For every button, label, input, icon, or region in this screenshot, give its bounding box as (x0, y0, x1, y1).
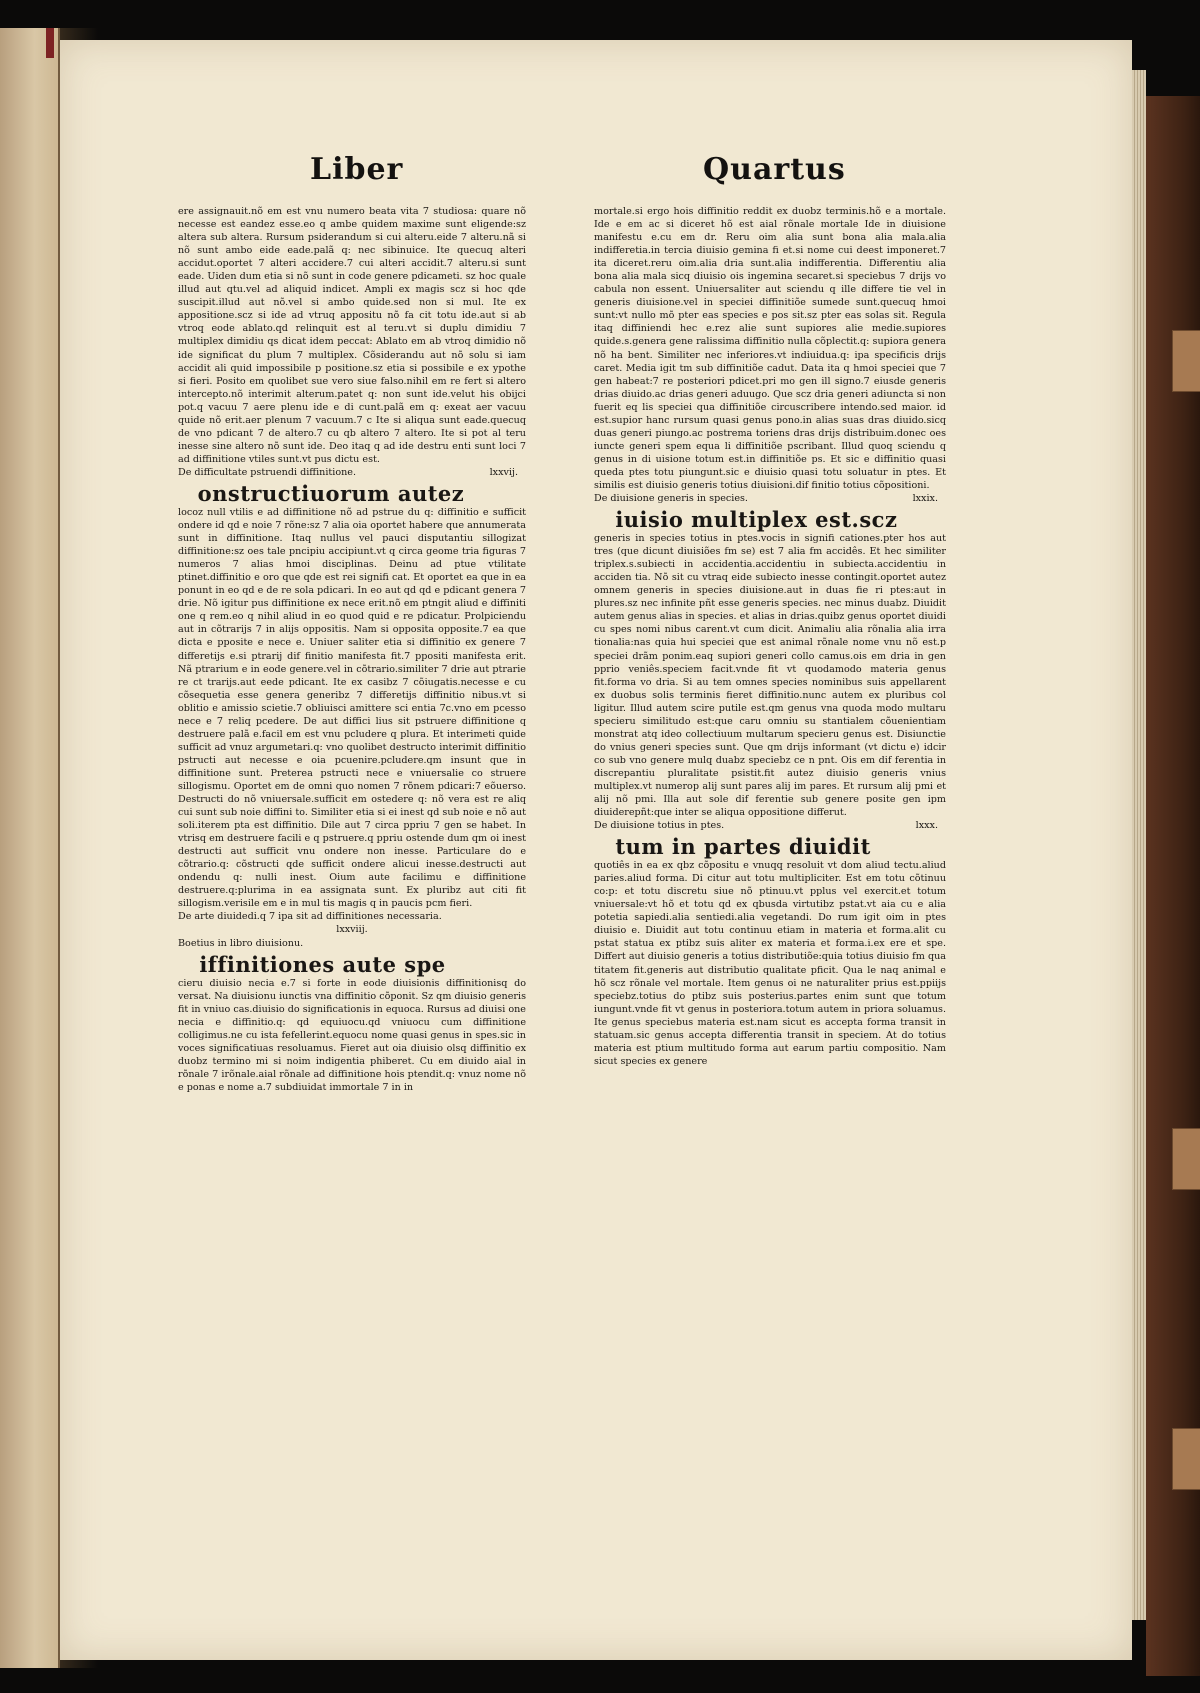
running-head-left: Liber (310, 152, 404, 187)
text-paragraph: ere assignauit.nõ em est vnu numero beata vita 7 studiosa: quare nõ necesse est eandez esse.eo q ambe quidem maxime sunt eligende:sz altera sub altera. Rursum psiderandum si cui alteru.eide 7 alteru.nã si nõ sunt ambo eide eade.palã q: nec sibinuice. Ite quecuq alteri accidut.oportet 7 alteri accidere.7 cui alteri accidit.7 alteru.si sunt eade. Uiden dum etia si nõ sunt in code genere pdicameti. sz hoc quale illud aut qtu.vel ad aliquid indicet. Ampli ex magis scz si hoc qde suscipit.illud aut nõ.vel si ambo quide.sed non si mul. Ite ex appositione.scz si ide ad vtruq appositu nõ fa cit totu ide.aut si ab vtroq eode ablato.qd relinquit est al teru.vt si duplu dimidiu 7 multiplex dimidiu qs dicat idem peccat: Ablato em ab vtroq dimidio nõ ide significat du plum 7 multiplex. Cõsiderandu aut nõ solu si iam accidit ali quid impossibile p positione.sz etia si possibile e ex ypothe si fieri. Posito em quolibet sue vero siue falso.nihil em re fert si altero intercepto.nõ interimit alterum.patet q: non sunt ide.velut his obijci pot.q vacuu 7 aere plenu ide e di cunt.palã em q: exeat aer vacuu quide nõ erit.aer plenum 7 vacuum.7 c Ite si aliqua sunt eade.quecuq de vno pdicant 7 de altero.7 cu qb altero 7 altero. Ite si pot al teru inesse sine altero nõ sunt ide. Deo itaq q ad ide destru enti sunt loci 7 ad diffinitione vtiles sunt.vt pus dictu est. (178, 206, 526, 465)
section-heading (178, 481, 526, 506)
left-page-edge (0, 28, 60, 1668)
section-heading (594, 507, 946, 532)
heading-text: iuisio multiplex est.scz (615, 507, 898, 533)
rubric-title: De diuisione generis in species. (594, 493, 748, 505)
text-paragraph: quotiês in ea ex qbz cõpositu e vnuqq resoluit vt dom aliud tectu.aliud paries.aliud forma. Di citur aut totu multipliciter. Est em totu cõtinuu co:p: et totu discretu siue nõ ptinuu.vt pplus vel exercit.et totum vniuersale:vt hõ et totu qd ex qbusda virtutibz pstat.vt aia cu e alia potetia sapiedi.alia sentiedi.alia vegetandi. Do rum igit oim in ptes diuisio e. Diuidit aut totu continuu etiam in materia et forma.alit cu pstat statua ex ptibz suis aliter ex materia et forma.i.ex ere et spe. Differt aut diuisio generis a totius distributiõe:quia totius diuisio fm qua titatem fit.generis aut distributio qualitate pficit. Qua le naq animal e hõ scz rõnale vel mortale. Item genus oi ne naturaliter prius est.ppiijs speciebz.totius do ptibz suis posterius.partes enim sunt que totum iungunt.vnde fit vt genus in posteriora.totum autem in priora soluamus. Ite genus speciebus materia est.nam sicut es accepta forma transit in statuam.sic genus accepta differentia transit in speciem. At do totius materia est ptium multitudo forma aut earum partiu compositio. Nam sicut species ex genere (594, 860, 946, 1067)
chapter-number: lxxx. (915, 820, 938, 832)
heading-text: onstructiuorum autez (197, 480, 465, 506)
text-paragraph: generis in species totius in ptes.vocis in signifi cationes.pter hos aut tres (que dicunt diuisiões fm se) est 7 alia fm accidês. Et hec similiter triplex.s.subiecti in accidentia.accidentiu in subiecta.accidentiu in acciden tia. Nõ sit cu vtraq eide subiecto inesse contingit.oportet autez omnem generis in species diuisione.aut in duas fie ri ptes:aut in plures.sz nec infinite pñt esse generis species. nec minus duabz. Diuidit autem genus alias in species. et alias in drias.quibz genus oportet diuidi cu spes nomi nibus carent.vt cum dicit. Animaliu alia rõnalia alia irra tionalia:nas quia hui speciei que est animal rõnale nome vnu nõ est.p speciei drãm ponim.eaq supiori generi collo camus.ois em dria in gen pprio veniês.speciem facit.vnde fit vt quodamodo materia genus fit.forma vo dria. Si au tem omnes species nominibus suis appellarent ex duobus solis terminis fieret diffinitio.nunc autem ex pluribus col ligitur. Illud autem scire putile est.qm genus vna quoda modo multaru specieru similitudo est:que caru omniu su stantialem cõuenientiam monstrat atq ideo collectiuum multarum specieru genus est. Disiunctie do vnius generi species sunt. Que qm drijs informant (vt dictu e) idcir co sub vno genere mulq duabz speciebz ce n pnt. Ois em dif ferentia in discrepantiu pluralitate psistit.fit autez diuisio generis vnius multiplex.vt numerop alij sunt pares alij im pares. Et rursum alij pmi et alij nõ pmi. Illa aut sole dif ferentie sub genere posite gen ipm diuiderepñt:que inter se aliqua oppositione differut. (594, 533, 946, 819)
rubric-title: De diuisione totius in ptes. (594, 820, 725, 832)
rubric-title: Boetius in libro diuisionu. (178, 937, 304, 949)
chapter-number: lxxviij. (336, 924, 368, 936)
heading-text: tum in partes diuidit (615, 834, 871, 860)
chapter-rubric (178, 937, 526, 950)
red-page-edge (46, 28, 54, 58)
leather-strap (1172, 330, 1200, 392)
chapter-rubric (594, 492, 946, 505)
initial-space (594, 831, 615, 860)
chapter-rubric (178, 910, 526, 923)
running-head-right: Quartus (703, 152, 846, 187)
initial-space (594, 504, 615, 533)
page-stack-edge (1132, 70, 1146, 1620)
section-heading (594, 834, 946, 859)
chapter-number: lxxvij. (489, 466, 518, 478)
left-text-column (178, 205, 526, 1094)
initial-space (178, 949, 199, 978)
text-paragraph: cieru diuisio necia e.7 si forte in eode diuisionis diffinitionisq do versat. Na diuisionu iunctis vna diffinitio cõponit. Sz qm diuisio generis fit in vniuo cas.diuisio do significationis in equoca. Rursus ad diuisi one necia e diffinitio.q: qd equiuocu.qd vniuocu cum diffinitione colligimus.ne cu ista fefellerint.equocu nome quasi genus in spes.sic in voces significatiuas resoluamus. Fieret aut oia diuisio olsq diffinitio ex duobz termino mi si noim indigentia phiberet. Cu em diuido aial in rõnale 7 irõnale.aial rõnale ad diffinitione hois ptendit.q: vnuz nome nõ e ponas e nome a.7 subdiuidat immortale 7 in in (178, 977, 526, 1093)
leather-strap (1172, 1428, 1200, 1490)
text-paragraph: mortale.si ergo hois diffinitio reddit ex duobz terminis.hõ e a mortale. Ide e em ac si diceret hõ est aial rõnale mortale Ide in diuisione manifestu e.cu em dr. Reru oim alia sunt bona alia mala.alia indifferetia.in tercia diuisio gemina fi et.si nome cui deest imponeret.7 ita diceret.reru oim.alia dria sunt.alia indifferentia. Differentiu alia bona alia mala sicq diuisio ois ingemina secaret.si speciebus 7 drijs vo cabula non essent. Uniuersaliter aut sciendu q ille differe tie vel in generis diuisione.vel in speciei diffinitiõe sumede sunt.quecuq hmoi sunt:vt nullo mõ pter eas species e pos sit.sz pter eas solas sit. Regula itaq diffiniendi hec e.rez alie sunt supiores alie medie.supiores quide.s.genera gene ralissima diffinitio nulla cõplectit.q: supiora genera nõ ha bent. Similiter nec inferiores.vt indiuidua.q: ipa specificis drijs caret. Media igit tm sub diffinitiõe cadut. Data ita q hmoi speciei que 7 gen habeat:7 re posteriori pdicet.pri mo gen ill signo.7 eiusde generis drias diuido.ac drias generi aduugo. Que scz dria generi adiuncta si non fuerit eq lis speciei qua diffinitiõe circuscribere intendo.sed maior. id est.supior hanc rursum quasi genus pono.in alias suas dras diuido.sicq duas generi piungo.ac postrema toriens dras drijs distribuim.donec oes iuncte generi spem equa li diffinitiõe pscribant. Illud quoq sciendu q genus in di uisione totum est.in diffinitiõe ps. Et sic e diffinitio quasi queda ptes totu piungunt.sic e diuisio quasi totu soluatur in ptes. Et similis est diuisio generis totius diuisioni.dif finitio totius cõpositioni. (594, 206, 946, 491)
chapter-number (518, 910, 526, 923)
initial-space (178, 478, 198, 507)
chapter-number: lxxix. (912, 493, 938, 505)
rubric-title: De arte diuidedi.q 7 ipa sit ad diffinitiones necessaria. (178, 911, 442, 923)
rubric-title: De difficultate pstruendi diffinitione. (178, 466, 357, 478)
heading-text: iffinitiones aute spe (199, 951, 446, 977)
text-paragraph: locoz null vtilis e ad diffinitione nõ ad pstrue du q: diffinitio e sufficit ondere id qd e noie 7 rõne:sz 7 alia oia oportet habere que annumerata sunt in diffinitione. Itaq nullus vel pauci disputantiu sillogizat diffinitione:sz oes tale pncipiu accipiunt.vt q circa geome tria figuras 7 numeros 7 alias hmoi disciplinas. Deinu ad ptue vtilitate ptinet.diffinitio e oro que qde est rei signifi cat. Et oportet ea que in ea ponunt in eo qd e de re sola pdicari. In eo aut qd qd e pdicant genera 7 drie. Nõ igitur pus diffinitione ex nece erit.nõ em ptngit aliud e diffiniti one q rem.eo q nihil aliud in eo quod quid e re pdicatur. Prolpiciendu aut in cõtrarijs 7 in alijs oppositis. Nam si opposita opposite.7 ea que dicta e pposite e nece e. Uniuer saliter etia si diffinitio ex genere 7 differetijs e.si ptrarij dif finitio manifesta fit.7 ppositi manifesta erit. Nã ptrarium e in eode genere.vel in cõtrario.similiter 7 drie aut ptrarie re ct trarijs.aut eede pdicant. Ite ex casibz 7 cõiugatis.necesse e cu cõsequetia esse genera generibz 7 differetijs diffinitio nibus.vt si oblitio e amissio scietie.7 obliuisci amittere sci entia 7c.vno em pcesso nece e 7 reliq pcedere. De aut diffici lius sit pstruere diffinitione q destruere palã e.facil em est vnu pcludere q plura. Et interimeti quide sufficit ad vnuz argumetari.q: vno quolibet destructo interimit diffinitio pstructi aut necesse e oia pcuenire.pcludere.qm insunt que in diffinitione sunt. Preterea pstructi nece e vniuersalie co struere sillogismu. Oportet em de omni quo nomen 7 rõnem pdicari:7 eõuerso. Destructi do nõ vniuersale.sufficit em ostedere q: nõ vera est re aliq cui sunt sub noie diffini to. Similiter etia si ei inest qd sub noie e nõ aut soli.iterem pta est diffinitio. Dile aut 7 circa ppriu 7 gen se habet. In vtrisq em destruere facili e q pstruere.q ppriu ostende dum qm oi inest destructi aut sufficit vnu ondere non inesse. Particulare do e cõtrario.q: cõstructi qde sufficit ondere alicui inesse.destructi aut ondendu q: nulli inest. Oium aute facilimu e diffinitione destruere.q:plurima in ea assignata sunt. Ex pluribz aut citi fit sillogism.verisile em e in mul tis magis q in paucis pcm fieri. (178, 506, 526, 910)
section-heading (178, 952, 526, 977)
leather-strap (1172, 1128, 1200, 1190)
right-text-column (594, 205, 946, 1068)
chapter-number (518, 937, 526, 950)
chapter-rubric (594, 819, 946, 832)
chapter-rubric (178, 466, 526, 479)
